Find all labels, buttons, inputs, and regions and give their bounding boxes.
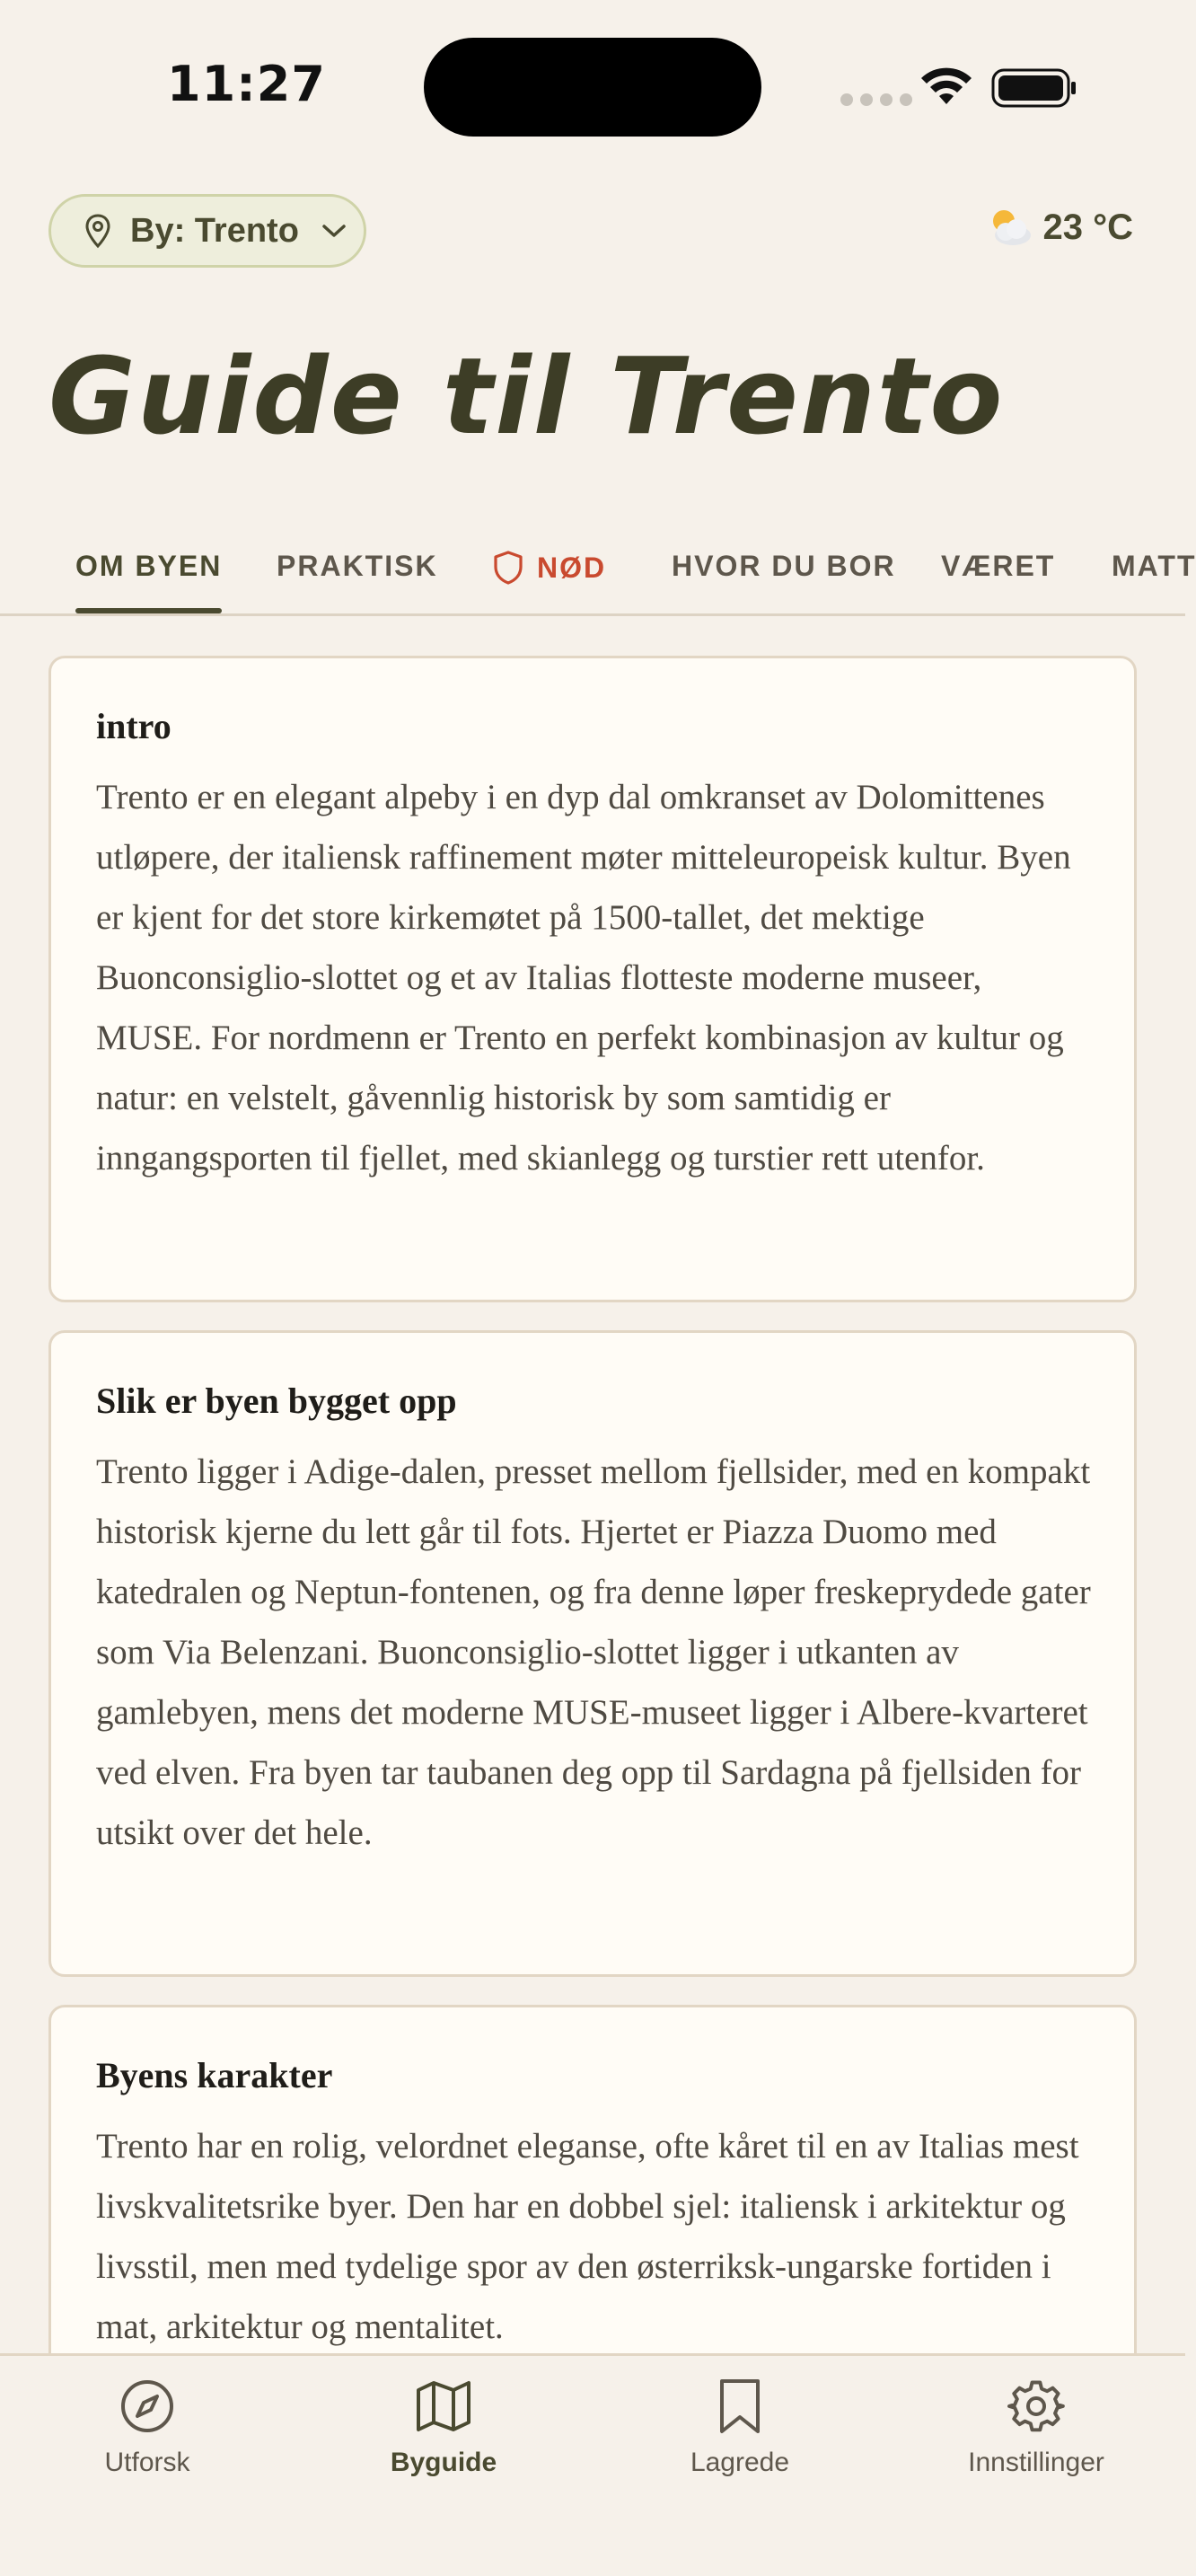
nav-innstillinger[interactable]: [901, 2376, 1171, 2478]
city-selector[interactable]: [48, 194, 366, 268]
nav-utforsk[interactable]: [13, 2376, 282, 2478]
nav-label: Innstillinger: [968, 2448, 1104, 2477]
partly-cloudy-icon: [984, 205, 1034, 250]
status-bar: [0, 0, 1185, 171]
tab-mat[interactable]: [1112, 550, 1196, 583]
nav-lagrede[interactable]: [605, 2376, 875, 2478]
tab-label: OM BYEN: [75, 550, 223, 582]
card-body: Trento ligger i Adige-dalen, presset mellom fjellsider, med en kompakt historisk kjerne du lett går til fots. Hjertet er Piazza Duomo med katedralen og Neptun-fontenen, og fra denne løper freskeprydede gater som Via Belenzani. Buonconsiglio-slottet ligger i utkanten av gamlebyen, mens det moderne MUSE-museet ligger i Albere-kvarteret ved elven. Fra byen tar taubanen deg opp til Sardagna på fjellsiden for utsikt over det hele.: [96, 1452, 1091, 1852]
tab-hvor-du-bor[interactable]: [672, 550, 896, 583]
tab-nod[interactable]: [492, 550, 606, 586]
weather-widget: [984, 205, 1134, 250]
nav-label: Byguide: [390, 2448, 497, 2477]
info-card-intro: [48, 656, 1137, 1302]
tab-praktisk[interactable]: [277, 550, 438, 583]
dynamic-island: [424, 38, 761, 137]
page-title: Guide til Trento: [48, 334, 1005, 458]
card-heading: intro: [96, 706, 171, 746]
battery-icon: [991, 68, 1077, 108]
compass-icon: [117, 2376, 178, 2437]
tab-label: VÆRET: [941, 550, 1056, 582]
bottom-tab-bar: [0, 2353, 1185, 2576]
chevron-down-icon: [321, 222, 347, 240]
bookmark-icon: [709, 2376, 770, 2437]
map-icon: [413, 2376, 474, 2437]
card-body: Trento er en elegant alpeby i en dyp dal omkranset av Dolomittenes utløpere, der italiensk raffinement møter mitteleuropeisk kultur. Byen er kjent for det store kirkemøtet på 1500-tallet, det mektige Buonconsiglio-slottet og et av Italias flotteste moderne museer, MUSE. For nordmenn er Trento en perfekt kombinasjon av kultur og natur: en velstelt, gåvennlig historisk by som samtidig er inngangsporten til fjellet, med skianlegg og turstier rett utenfor.: [96, 778, 1071, 1178]
tab-label: NØD: [537, 551, 607, 584]
status-time: 11:27: [167, 56, 326, 112]
card-body: Trento har en rolig, velordnet eleganse, ofte kåret til en av Italias mest livskvalitetsrike byer. Den har en dobbel sjel: italiensk i arkitektur og livsstil, men med tydelige spor av den østerriksk-ungarske fortiden i mat, arkitektur og mentalitet.: [96, 2127, 1079, 2346]
tab-label: PRAKTISK: [277, 550, 438, 582]
info-card-layout: [48, 1330, 1137, 1977]
tab-label: HVOR DU BOR: [672, 550, 896, 582]
shield-icon: [492, 550, 524, 586]
nav-byguide[interactable]: [309, 2376, 578, 2478]
city-selector-label: By: Trento: [130, 211, 299, 250]
wifi-icon: [918, 65, 975, 108]
nav-label: Lagrede: [690, 2448, 790, 2477]
tab-vaeret[interactable]: [941, 550, 1055, 583]
temperature-text: 23 °C: [1042, 207, 1133, 247]
nav-label: Utforsk: [104, 2448, 190, 2477]
tab-label: MATT: [1112, 550, 1196, 582]
card-heading: Slik er byen bygget opp: [96, 1381, 457, 1421]
card-heading: Byens karakter: [96, 2055, 333, 2095]
gear-icon: [1006, 2376, 1067, 2437]
location-pin-icon: [84, 213, 112, 249]
category-tabs: [0, 530, 1196, 616]
cellular-signal-icon: [840, 93, 912, 106]
tab-om-byen[interactable]: [75, 550, 222, 583]
